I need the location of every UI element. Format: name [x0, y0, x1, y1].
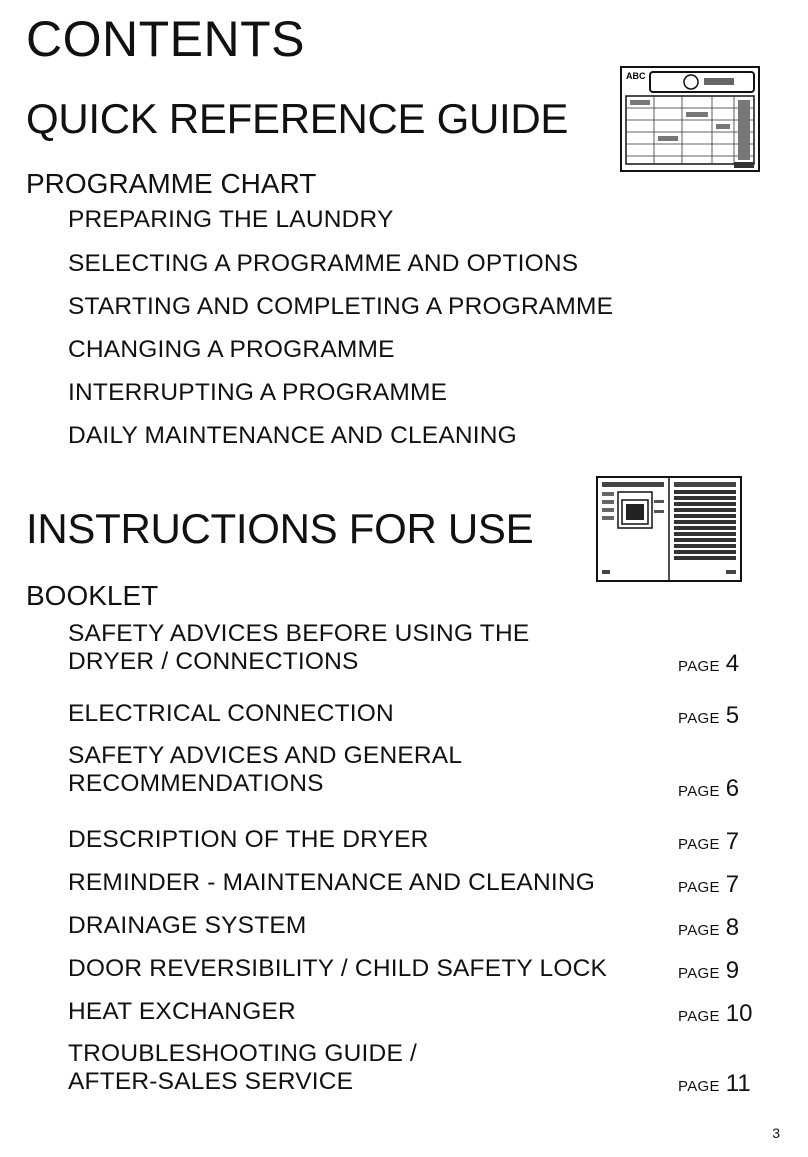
toc-entry-heat-exchanger: HEAT EXCHANGER — [68, 998, 296, 1025]
quick-ref-item-maintenance: DAILY MAINTENANCE AND CLEANING — [68, 422, 517, 449]
toc-entry-troubleshooting: TROUBLESHOOTING GUIDE / AFTER-SALES SERVICE — [68, 1040, 417, 1095]
toc-entry-drainage: DRAINAGE SYSTEM — [68, 912, 307, 939]
toc-page-10: PAGE 10 — [678, 1000, 753, 1027]
quick-reference-thumbnail — [620, 66, 760, 172]
toc-page-6: PAGE 6 — [678, 775, 740, 802]
toc-page-11: PAGE 11 — [678, 1070, 751, 1097]
thumbnail-label: ABC — [626, 71, 646, 81]
toc-page-5: PAGE 5 — [678, 702, 740, 729]
quick-ref-item-preparing: PREPARING THE LAUNDRY — [68, 206, 394, 233]
toc-entry-door-reversibility: DOOR REVERSIBILITY / CHILD SAFETY LOCK — [68, 955, 608, 982]
toc-page-7b: PAGE 7 — [678, 871, 740, 898]
quick-ref-item-selecting: SELECTING A PROGRAMME AND OPTIONS — [68, 250, 579, 277]
toc-entry-reminder: REMINDER - MAINTENANCE AND CLEANING — [68, 869, 596, 896]
toc-entry-description: DESCRIPTION OF THE DRYER — [68, 826, 429, 853]
instructions-heading: INSTRUCTIONS FOR USE — [26, 505, 534, 552]
toc-page-8: PAGE 8 — [678, 914, 740, 941]
quick-reference-heading: QUICK REFERENCE GUIDE — [26, 95, 569, 142]
quick-ref-item-changing: CHANGING A PROGRAMME — [68, 336, 395, 363]
quick-ref-item-interrupting: INTERRUPTING A PROGRAMME — [68, 379, 448, 406]
toc-entry-safety-advices: SAFETY ADVICES BEFORE USING THE DRYER / CONNECTIONS — [68, 620, 530, 675]
booklet-thumbnail — [596, 476, 742, 582]
toc-entry-electrical: ELECTRICAL CONNECTION — [68, 700, 394, 727]
toc-page-9: PAGE 9 — [678, 957, 740, 984]
toc-page-4: PAGE 4 — [678, 650, 740, 677]
page-title: CONTENTS — [26, 11, 305, 67]
programme-chart-heading: PROGRAMME CHART — [26, 168, 317, 199]
toc-entry-general-recommendations: SAFETY ADVICES AND GENERAL RECOMMENDATIONS — [68, 742, 463, 797]
booklet-heading: BOOKLET — [26, 580, 159, 611]
page-number: 3 — [772, 1125, 780, 1141]
quick-ref-item-starting: STARTING AND COMPLETING A PROGRAMME — [68, 293, 614, 320]
toc-page-7a: PAGE 7 — [678, 828, 740, 855]
